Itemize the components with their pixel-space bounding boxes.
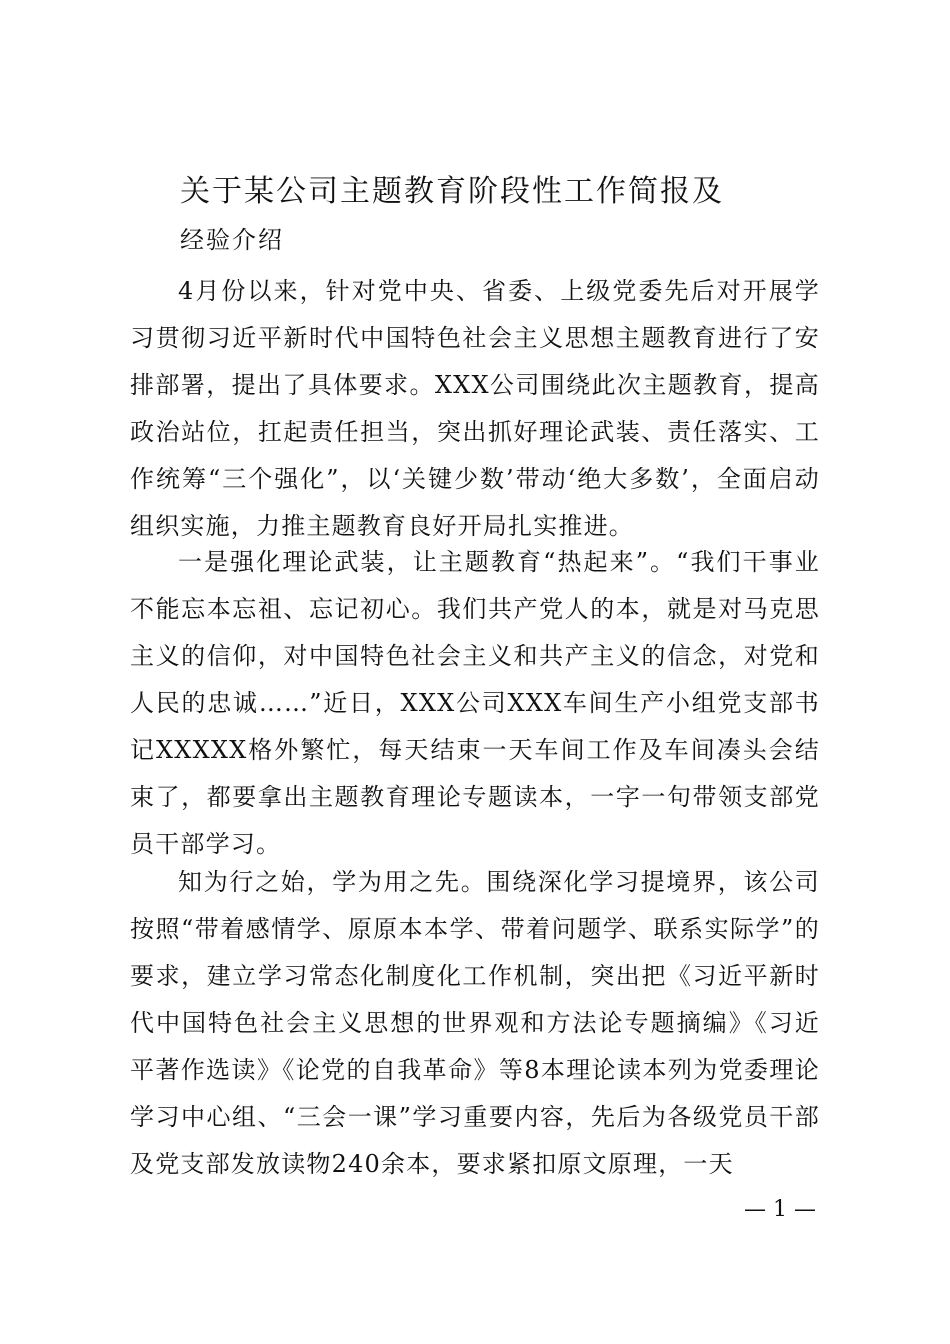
paragraph-3-container [130,859,820,1188]
paragraph-1-container [130,268,820,550]
paragraph-theory-armament: 一是强化理论武装，让主题教育“热起来”。“我们干事业不能忘本忘祖、忘记初心。我们共产党人的本，就是对马克思主义的信仰，对中国特色社会主义和共产主义的信念，对党和人民的忠诚……”近日，XXX公司XXX车间生产小组党支部书记XXXXX格外繁忙，每天结束一天车间工作及车间凑头会结束了，都要拿出主题教育理论专题读本，一字一句带领支部党员干部学习。 [130,548,820,858]
document-title-line-1: 关于某公司主题教育阶段性工作简报及 [180,174,724,209]
paragraph-intro: 4月份以来，针对党中央、省委、上级党委先后对开展学习贯彻习近平新时代中国特色社会主义思想主题教育进行了安排部署，提出了具体要求。XXX公司围绕此次主题教育，提高政治站位，扛起责任担当，突出抓好理论武装、责任落实、工作统筹“三个强化”，以‘关键少数’带动‘绝大多数’，全面启动组织实施，力推主题教育良好开局扎实推进。 [130,277,820,540]
document-title-line-2: 经验介绍 [180,226,284,254]
page-number: — 1 — [744,1197,816,1222]
paragraph-study-mechanism: 知为行之始，学为用之先。围绕深化学习提境界，该公司按照“带着感情学、原原本本学、带着问题学、联系实际学”的要求，建立学习常态化制度化工作机制，突出把《习近平新时代中国特色社会主义思想的世界观和方法论专题摘编》《习近平著作选读》《论党的自我革命》等8本理论读本列为党委理论学习中心组、“三会一课”学习重要内容，先后为各级党员干部及党支部发放读物240余本，要求紧扣原文原理，一天 [130,868,820,1178]
paragraph-2-container [130,539,820,868]
